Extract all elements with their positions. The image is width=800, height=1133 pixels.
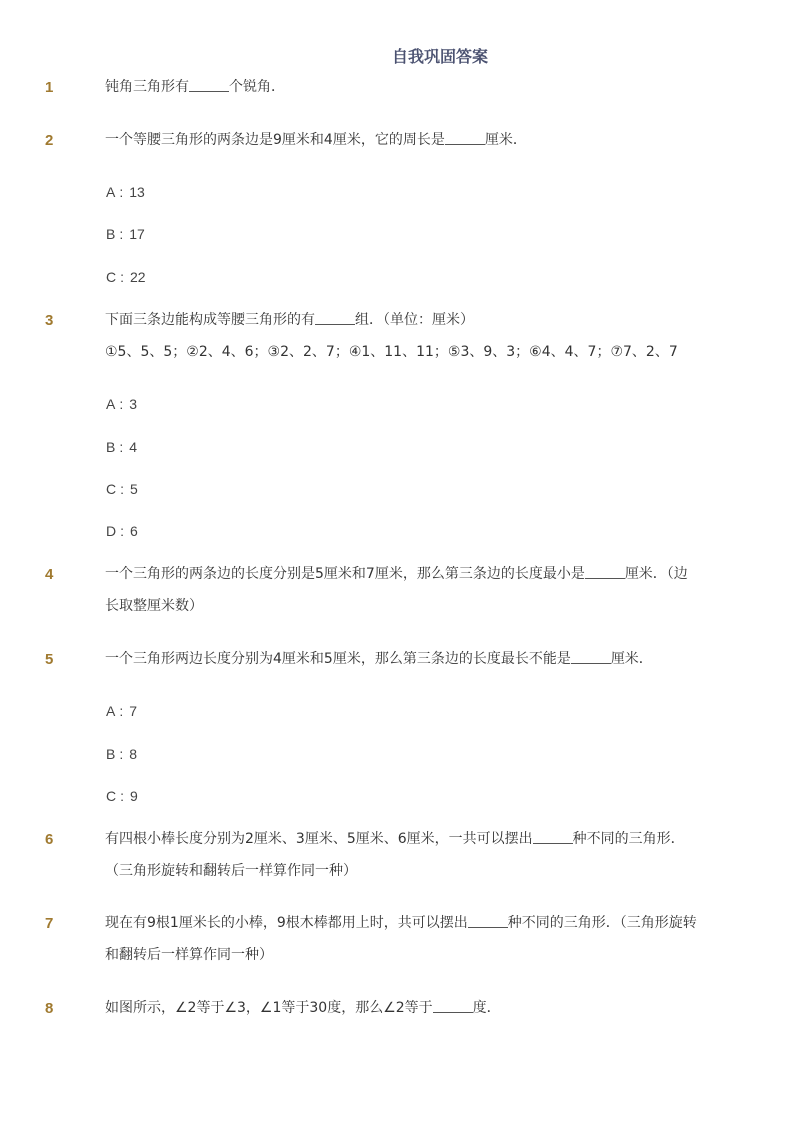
option-a[interactable]: A : 13	[106, 184, 145, 200]
question-text	[105, 558, 720, 622]
question-text	[105, 304, 720, 368]
question-number: 6	[45, 831, 54, 848]
question-text-after: 种不同的三角形．（三角形旋转	[507, 915, 697, 931]
question-text-continued: （三角形旋转和翻转后一样算作同一种）	[105, 863, 357, 879]
question-text-before: 一个三角形的两条边的长度分别是5厘米和7厘米，那么第三条边的长度最小是	[105, 566, 585, 582]
question-number: 7	[45, 915, 54, 932]
option-a[interactable]: A : 3	[106, 396, 138, 412]
option-d[interactable]: D : 6	[106, 523, 138, 539]
option-value: 6	[130, 523, 138, 539]
question-number: 5	[45, 651, 54, 668]
question-number: 8	[45, 1000, 54, 1017]
question-text-after: 度．	[472, 1000, 501, 1016]
option-a[interactable]: A : 7	[106, 703, 138, 719]
option-value: 5	[130, 481, 138, 497]
question-side-lengths: ①5、5、5；②2、4、6；③2、2、7；④1、11、11；⑤3、9、3；⑥4、4、7；⑦7、2、7	[105, 344, 678, 360]
question-number: 1	[45, 79, 54, 96]
option-letter: A	[106, 396, 116, 412]
answer-blank	[189, 77, 229, 92]
option-b[interactable]: B : 8	[106, 746, 138, 762]
option-letter: C	[106, 481, 117, 497]
option-c[interactable]: C : 22	[106, 269, 146, 285]
answer-blank	[585, 564, 625, 579]
question-number: 4	[45, 566, 54, 583]
option-b[interactable]: B : 4	[106, 439, 138, 455]
option-letter: A	[106, 703, 116, 719]
option-c[interactable]: C : 5	[106, 481, 138, 497]
option-letter: A	[106, 184, 116, 200]
option-letter: C	[106, 269, 117, 285]
answer-blank	[445, 130, 485, 145]
question-text-after: 厘米．	[610, 651, 653, 667]
page-title: 自我巩固答案	[391, 47, 488, 66]
question-number: 3	[45, 312, 54, 329]
question-text-before: 现在有9根1厘米长的小棒，9根木棒都用上时，共可以摆出	[105, 915, 468, 931]
question-text-continued: 长取整厘米数）	[105, 598, 203, 614]
question-text	[105, 643, 720, 675]
option-value: 9	[130, 788, 138, 804]
option-value: 13	[129, 184, 145, 200]
option-value: 3	[129, 396, 138, 412]
option-value: 7	[129, 703, 138, 719]
question-text-after: 厘米．	[484, 132, 527, 148]
option-letter: B	[106, 226, 116, 242]
question-text-before: 有四根小棒长度分别为2厘米、3厘米、5厘米、6厘米，一共可以摆出	[105, 831, 533, 847]
question-text	[105, 992, 720, 1024]
question-text-before: 一个等腰三角形的两条边是9厘米和4厘米，它的周长是	[105, 132, 445, 148]
option-b[interactable]: B : 17	[106, 226, 145, 242]
answer-blank	[468, 913, 508, 928]
option-value: 22	[130, 269, 146, 285]
option-letter: B	[106, 439, 116, 455]
answer-blank	[533, 829, 573, 844]
option-letter: C	[106, 788, 117, 804]
question-text-after: 厘米．（边	[624, 566, 688, 582]
option-letter: D	[106, 523, 117, 539]
answer-blank	[571, 649, 611, 664]
question-text-after: 种不同的三角形．	[572, 831, 685, 847]
question-text-before: 下面三条边能构成等腰三角形的有	[105, 312, 315, 328]
question-text-before: 钝角三角形有	[105, 79, 189, 95]
question-text-after: 组．（单位：厘米）	[355, 312, 474, 328]
option-value: 17	[129, 226, 145, 242]
answer-blank	[433, 998, 473, 1013]
option-value: 8	[129, 746, 138, 762]
question-text	[105, 907, 720, 971]
answer-blank	[315, 310, 355, 325]
question-text	[105, 71, 720, 103]
question-text-continued: 和翻转后一样算作同一种）	[105, 947, 273, 963]
question-number: 2	[45, 132, 54, 149]
option-c[interactable]: C : 9	[106, 788, 138, 804]
question-text-before: 如图所示，∠2等于∠3，∠1等于30度，那么∠2等于	[105, 1000, 433, 1016]
question-text	[105, 823, 720, 887]
option-value: 4	[129, 439, 138, 455]
option-letter: B	[106, 746, 116, 762]
question-text-before: 一个三角形两边长度分别为4厘米和5厘米，那么第三条边的长度最长不能是	[105, 651, 571, 667]
question-text	[105, 124, 720, 156]
question-text-after: 个锐角．	[229, 79, 285, 95]
